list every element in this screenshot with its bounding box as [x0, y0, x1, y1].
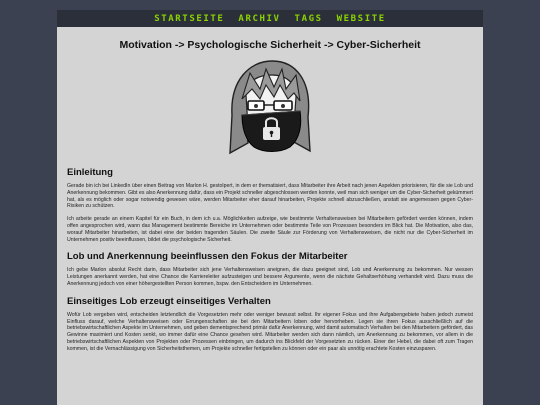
- paragraph: Gerade bin ich bei LinkedIn über einen Beitrag von Marlon H. gestolpert, in dem er thematisiert, dass Mitarbeiter ihre Arbeit nach jenen Aspekten priorisieren, für die sie Lob und Anerkennung bekommen. Gibt es also Anerkennung dafür, dass ein Projekt schneller abgeschlossen werden konnte, weil man sich weniger um die Cyber-Sicherheit gekümmert hat, als es möglich oder sogar notwendig gewesen wäre, werden Mitarbeiter eher darauf hinarbeiten, Projekte schnell abzuschließen, anstatt sie angemessen gegen Cyber-Risiken zu schützen.: [67, 183, 473, 210]
- hero-image: [220, 55, 320, 159]
- page-container: [57, 10, 483, 405]
- top-navbar: [57, 10, 483, 27]
- article-title: Motivation -> Psychologische Sicherheit -> Cyber-Sicherheit: [119, 39, 421, 51]
- nav-link-archiv[interactable]: ARCHIV: [238, 13, 281, 24]
- paragraph: Ich gebe Marlon absolut Recht darin, dass Mitarbeiter sich jene Verhaltensweisen aneignen, die dazu geeignet sind, Lob und Anerkennung zu bekommen. Nur wessen Leistungen anerkannt werden, hat eine Chance die Karriereleiter aufzusteigen und bessere Argumente, wenn die nächste Gehaltserhöhung verhandelt wird. Dazu muss die Anerkennung jedoch von einer höhergestellten Person kommen, bspw. den Entscheidern im Unternehmen.: [67, 267, 473, 287]
- paragraph: Ich arbeite gerade an einem Kapitel für ein Buch, in dem ich u.a. Möglichkeiten aufzeige, wie bestimmte Verhaltensweisen bei Mitarbeitern gefördert werden können, indem offen angesprochen wird, wann das Management bestimmte Bereiche im Unternehmen oder bestimmte Teile von Prozessen besonders im Blick hat. Die Motivation, also das, worauf Mitarbeiter hinarbeiten, ist dabei eine der beiden tragenden Säulen. Die zweite Säule zur Förderung von Verhaltensweisen, die nicht nur die Cyber-Sicherheit im Unternehmen positiv beeinflussen, bildet die psychologische Sicherheit.: [67, 216, 473, 243]
- nav-link-startseite[interactable]: STARTSEITE: [154, 13, 225, 24]
- nav-link-tags[interactable]: TAGS: [294, 13, 323, 24]
- paragraph: Wofür Lob vergeben wird, entscheiden letztendlich die Vorgesetzten mehr oder weniger bewusst selbst. Ihr eigener Fokus und ihre Aufgabengebiete haben jedoch zumeist Einfluss darauf, welche Verhaltensweisen oder Errungenschaften sie bei den Mitarbeitern loben oder hervorheben. Legen sie ihren Fokus ausschließlich auf die betriebswirtschaftlichen Aspekte im Unternehmen, und geben dementsprechend primär dafür Anerkennung, wird damit automatisch Verhalten bei den Mitarbeitern gefördert, das Gewinne maximiert und Kosten senkt, wo immer dafür eine Chance gesehen wird. Mitarbeiter werden sich dann nämlich, um Anerkennung zu bekommen, vor allem in die betriebswirtschaftlichen Aspekten von Projekten oder Prozessen einbringen, um dadurch ins Blickfeld der Vorgesetzten zu rücken. Einer der Hebel, die dabei oft zum Tragen kommen, ist die Vernachlässigung von Sicherheitsthemen, um Projekte schneller fertigstellen zu können oder ein paar als unnötig erachtete Kosten einzusparen.: [67, 311, 473, 352]
- article-content: [57, 27, 483, 353]
- section-heading-lob-und-anerkennung: Lob und Anerkennung beeinflussen den Fokus der Mitarbeiter: [67, 251, 348, 263]
- section-heading-einleitung: Einleitung: [67, 167, 113, 178]
- section-heading-einseitiges-lob: Einseitiges Lob erzeugt einseitiges Verhalten: [67, 295, 271, 307]
- nav-link-website[interactable]: WEBSITE: [336, 13, 386, 24]
